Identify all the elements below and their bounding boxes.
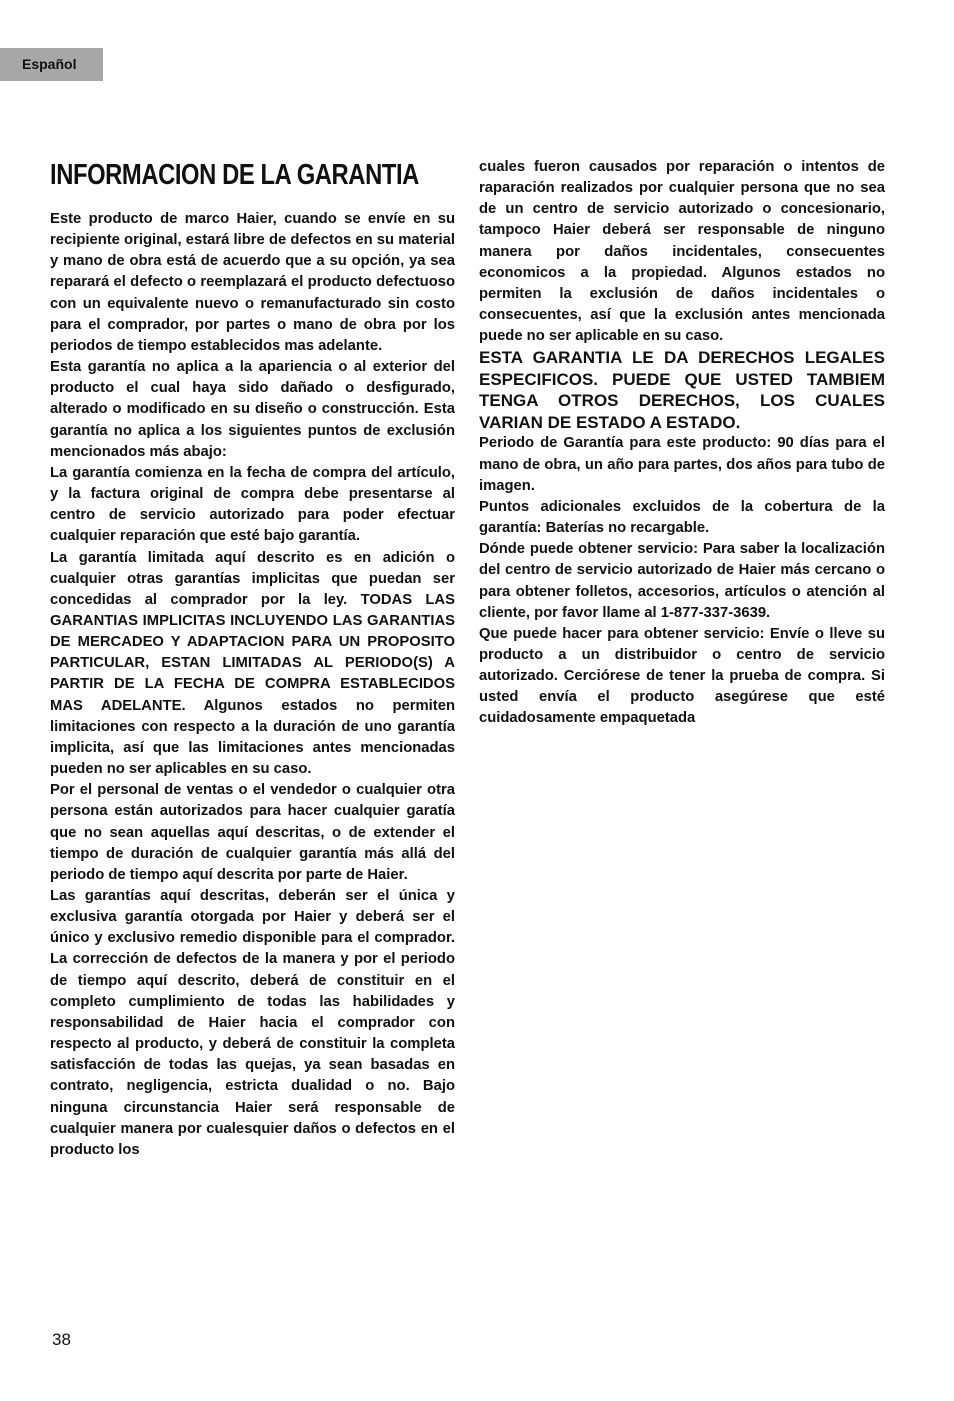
- continuation-paragraph: cuales fueron causados por reparación o intentos de raparación realizados por cualquier persona que no sea de un centro de servicio autorizado o concesionario, tampoco Haier deberá ser responsable de ninguno manera por daños incidentales, consecuentes economicos a la propiedad. Algunos estados no permiten la exclusión de daños incidentales o consecuentes, así que la exclusión antes mencionada puede no ser aplicable en su caso.: [479, 159, 885, 345]
- page-number: 38: [52, 1330, 71, 1349]
- warranty-paragraph-6: Las garantías aquí descritas, deberán ser el única y exclusiva garantía otorgada por Haier y deberá ser el único y exclusivo remedio disponible para el comprador. La corrección de defectos de la manera y por el periodo de tiempo aquí descrito, deberá de constituir en el completo cumplimiento de todas las habilidades y responsabilidad de Haier hacia el comprador con respecto al producto, y deberá de constituir la completa satisfacción de todas las quejas, ya sean basadas en contrato, negligencia, estricta dualidad o no. Bajo ninguna circunstancia Haier será responsable de cualquier manera por cualesquier daños o defectos en el producto los: [50, 888, 455, 1158]
- rights-notice: ESTA GARANTIA LE DA DERECHOS LEGALES ESPECIFICOS. PUEDE QUE USTED TAMBIEM TENGA OTROS DERECHOS, LOS CUALES VARIAN DE ESTADO A ESTADO.: [479, 348, 885, 432]
- warranty-paragraph-5: Por el personal de ventas o el vendedor o cualquier otra persona están autorizados para hacer cualquier garatía que no sean aquellas aquí descritas, o de extender el tiempo de duración de cualquier garantía más allá del periodo de tiempo aquí descrita por parte de Haier.: [50, 782, 455, 883]
- warranty-paragraph-3: La garantía comienza en la fecha de compra del artículo, y la factura original de compra debe presentarse al centro de servicio autorizado para poder efectuar cualquier reparación que esté bajo garantía.: [50, 464, 455, 545]
- page-title: INFORMACION DE LA GARANTIA: [50, 159, 419, 191]
- left-column: [50, 157, 455, 1161]
- exclusions-paragraph: Puntos adicionales excluidos de la cobertura de la garantía: Baterías no recargable.: [479, 498, 885, 537]
- warranty-paragraph-4: La garantía limitada aquí descrito es en adición o cualquier otras garantías implicitas que puedan ser concedidas al comprador por la ley. TODAS LAS GARANTIAS IMPLICITAS INCLUYENDO LAS GARANTIAS DE MERCADEO Y ADAPTACION PARA UN PROPOSITO PARTICULAR, ESTAN LIMITADAS AL PERIODO(S) A PARTIR DE LA FECHA DE COMPRA ESTABLECIDOS MAS ADELANTE. Algunos estados no permiten limitaciones con respecto a la duración de uno garantía implicita, así que las limitaciones antes mencionadas pueden no ser aplicables en su caso.: [50, 549, 455, 778]
- obtain-service-paragraph: Que puede hacer para obtener servicio: Envíe o lleve su producto a un distribuidor o centro de servicio autorizado. Cerciórese de tener la prueba de compra. Si usted envía el producto asegúrese que esté cuidadosamente empaquetada: [479, 625, 885, 727]
- warranty-period-paragraph: Periodo de Garantía para este producto: 90 días para el mano de obra, un año para partes, dos años para tubo de imagen.: [479, 435, 885, 494]
- warranty-paragraph-2: Esta garantía no aplica a la apariencia o al exterior del producto el cual haya sido dañado o desfigurado, alterado o modificado en su diseño o construcción. Esta garantía no aplica a los siguientes puntos de exclusión mencionados más abajo:: [50, 359, 455, 460]
- right-column: [479, 157, 885, 730]
- service-location-paragraph: Dónde puede obtener servicio: Para saber la localización del centro de servicio autorizado de Haier más cercano o para obtener folletos, accesorios, artículos o atención al cliente, por favor llame al 1-877-337-3639.: [479, 541, 885, 621]
- language-tab: Español: [0, 48, 103, 81]
- warranty-paragraph-1: Este producto de marco Haier, cuando se envíe en su recipiente original, estará libre de defectos en su material y mano de obra está de acuerdo que a su opción, ya sea reparará el defecto o reemplazará el producto defectuoso con un equivalente nuevo o remanufacturado sin costo para el comprador, por partes o mano de obra por los periodos de tiempo establecidos mas adelante.: [50, 211, 455, 354]
